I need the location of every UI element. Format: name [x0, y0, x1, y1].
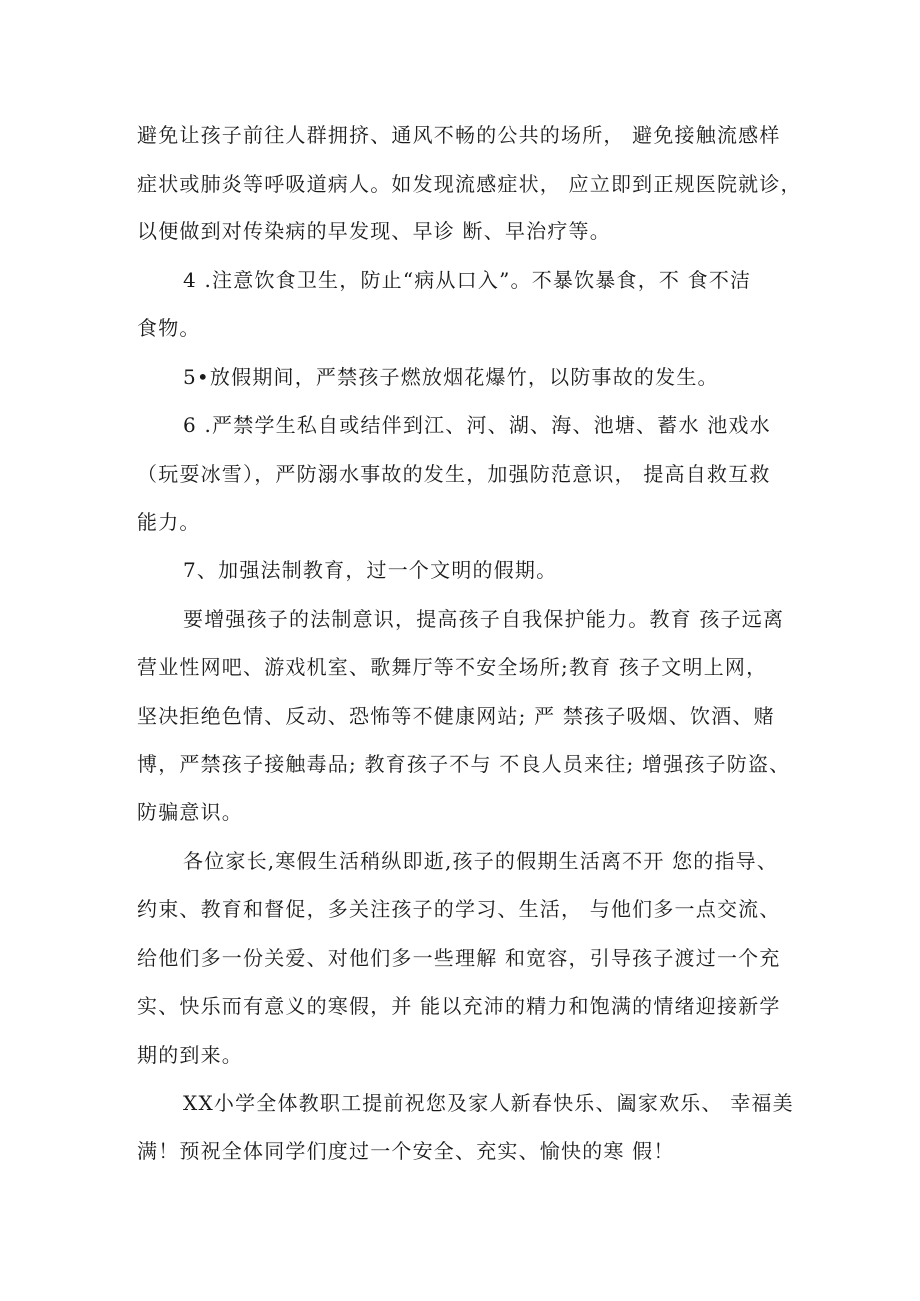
text-line: 症状或肺炎等呼吸道病人。如发现流感症状， 应立即到正规医院就诊， [137, 172, 802, 196]
text-line: （玩耍冰雪），严防溺水事故的发生，加强防范意识， 提高自救互救 [137, 462, 771, 486]
text-line: 5•放假期间，严禁孩子燃放烟花爆竹，以防事故的发生。 [183, 365, 719, 389]
text-line: 食物。 [137, 316, 201, 340]
text-line: XX小学全体教职工提前祝您及家人新春快乐、阖家欢乐、 幸福美 [183, 1091, 794, 1115]
text-line: 避免让孩子前往人群拥挤、通风不畅的公共的场所， 避免接触流感样 [137, 123, 781, 147]
text-line: 营业性网吧、游戏机室、歌舞厅等不安全场所;教育 孩子文明上网， [137, 655, 768, 679]
text-line: 坚决拒绝色情、反动、恐怖等不健康网站; 严 禁孩子吸烟、饮酒、赌 [137, 704, 775, 728]
text-line: 约束、教育和督促，多关注孩子的学习、生活， 与他们多一点交流、 [137, 897, 781, 921]
text-line: 博，严禁孩子接触毒品; 教育孩子不与 不良人员来往; 增强孩子防盗、 [137, 752, 791, 776]
text-line: 要增强孩子的法制意识，提高孩子自我保护能力。教育 孩子远离 [183, 607, 785, 631]
text-line: 防骗意识。 [137, 800, 243, 824]
text-line: 6 .严禁学生私自或结伴到江、河、湖、海、池塘、蓄水 池戏水 [183, 413, 771, 437]
text-line: 满！预祝全体同学们度过一个安全、充实、愉快的寒 假！ [137, 1139, 675, 1163]
text-line: 7、加强法制教育，过一个文明的假期。 [183, 558, 558, 582]
text-line: 给他们多一份关爱、对他们多一些理解 和宽容，引导孩子渡过一个充 [137, 946, 781, 970]
text-line: 以便做到对传染病的早发现、早诊 断、早治疗等。 [137, 219, 611, 243]
text-line: 4 .注意饮食卫生，防止“病从口入”。不暴饮暴食，不 食不洁 [183, 268, 752, 292]
text-line: 各位家长,寒假生活稍纵即逝,孩子的假期生活离不开 您的指导、 [183, 849, 779, 873]
text-line: 能力。 [137, 510, 201, 534]
text-line: 期的到来。 [137, 1043, 243, 1067]
text-line: 实、快乐而有意义的寒假，并 能以充沛的精力和饱满的情绪迎接新学 [137, 994, 781, 1018]
